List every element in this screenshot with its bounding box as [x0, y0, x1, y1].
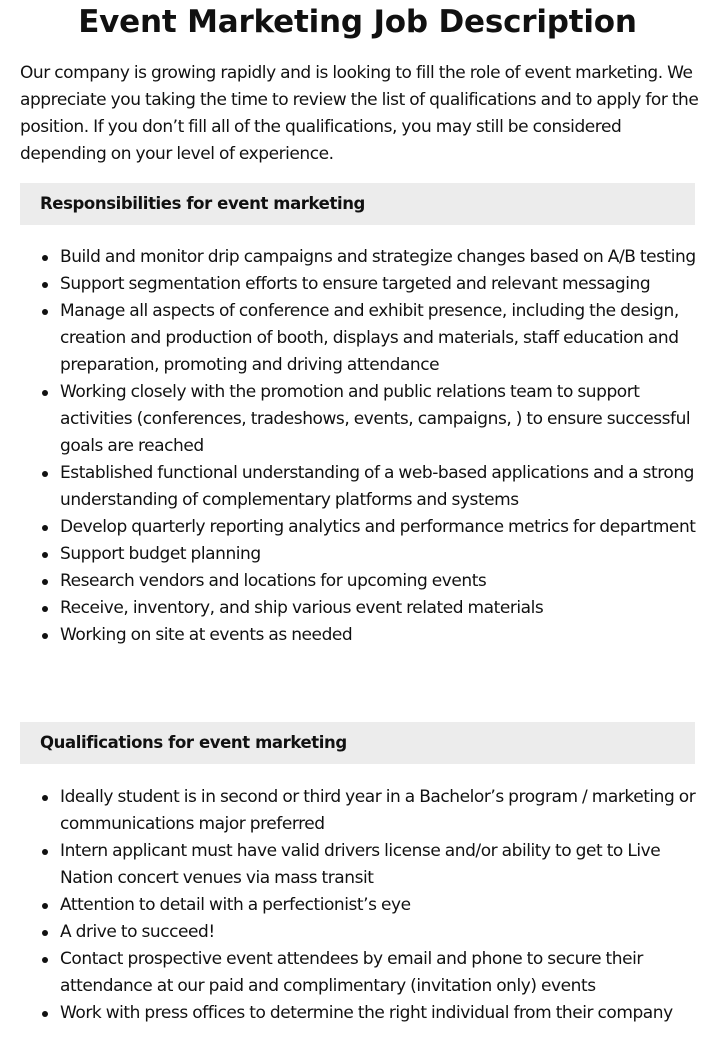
bullet-icon: [42, 795, 48, 801]
list-item: [60, 514, 700, 541]
list-item: [60, 784, 700, 838]
qualifications-heading: Qualifications for event marketing: [20, 722, 695, 764]
bullet-icon: [42, 390, 48, 396]
bullet-icon: [42, 930, 48, 936]
list-item: [60, 1000, 700, 1027]
list-item: [60, 271, 700, 298]
list-item: [60, 838, 700, 892]
list-item-text: Contact prospective event attendees by email and phone to secure their attendance at our paid and complimentary (invitation only) events: [60, 949, 643, 996]
bullet-icon: [42, 525, 48, 531]
list-item-text: A drive to succeed!: [60, 922, 215, 942]
list-item-text: Support segmentation efforts to ensure targeted and relevant messaging: [60, 274, 651, 294]
bullet-icon: [42, 255, 48, 261]
bullet-icon: [42, 309, 48, 315]
list-item-text: Working closely with the promotion and public relations team to support activities (conferences, tradeshows, events, campaigns, ) to ensure successful goals are reached: [60, 382, 691, 456]
bullet-icon: [42, 579, 48, 585]
list-item-text: Receive, inventory, and ship various event related materials: [60, 598, 544, 618]
list-item-text: Manage all aspects of conference and exhibit presence, including the design, creation and production of booth, displays and materials, staff education and preparation, promoting and driving attendance: [60, 301, 679, 375]
list-item: [60, 568, 700, 595]
bullet-icon: [42, 282, 48, 288]
list-item: [60, 379, 700, 460]
list-item: [60, 946, 700, 1000]
list-item-text: Develop quarterly reporting analytics and performance metrics for department: [60, 517, 696, 537]
bullet-icon: [42, 633, 48, 639]
page-title: Event Marketing Job Description: [78, 4, 637, 40]
list-item: [60, 892, 700, 919]
bullet-icon: [42, 1011, 48, 1017]
list-item: [60, 622, 700, 649]
bullet-icon: [42, 606, 48, 612]
list-item: [60, 919, 700, 946]
list-item-text: Intern applicant must have valid drivers license and/or ability to get to Live Nation concert venues via mass transit: [60, 841, 661, 888]
bullet-icon: [42, 957, 48, 963]
list-item-text: Support budget planning: [60, 544, 261, 564]
list-item-text: Research vendors and locations for upcoming events: [60, 571, 487, 591]
list-item-text: Working on site at events as needed: [60, 625, 353, 645]
bullet-icon: [42, 471, 48, 477]
list-item: [60, 595, 700, 622]
bullet-icon: [42, 849, 48, 855]
list-item-text: Build and monitor drip campaigns and strategize changes based on A/B testing: [60, 247, 696, 267]
list-item-text: Work with press offices to determine the right individual from their company: [60, 1003, 673, 1023]
intro-paragraph: Our company is growing rapidly and is looking to fill the role of event marketing. We appreciate you taking the time to review the list of qualifications and to apply for the position. If you don’t fill all of the qualifications, you may still be considered depending on your level of experience.: [20, 63, 699, 164]
qualifications-list: [20, 784, 700, 1027]
responsibilities-list: [20, 244, 700, 649]
responsibilities-heading: Responsibilities for event marketing: [20, 183, 695, 225]
list-item: [60, 460, 700, 514]
list-item-text: Attention to detail with a perfectionist’s eye: [60, 895, 411, 915]
list-item: [60, 541, 700, 568]
bullet-icon: [42, 903, 48, 909]
list-item-text: Established functional understanding of a web-based applications and a strong understanding of complementary platforms and systems: [60, 463, 694, 510]
list-item: [60, 244, 700, 271]
list-item-text: Ideally student is in second or third year in a Bachelor’s program / marketing or communications major preferred: [60, 787, 696, 834]
bullet-icon: [42, 552, 48, 558]
list-item: [60, 298, 700, 379]
